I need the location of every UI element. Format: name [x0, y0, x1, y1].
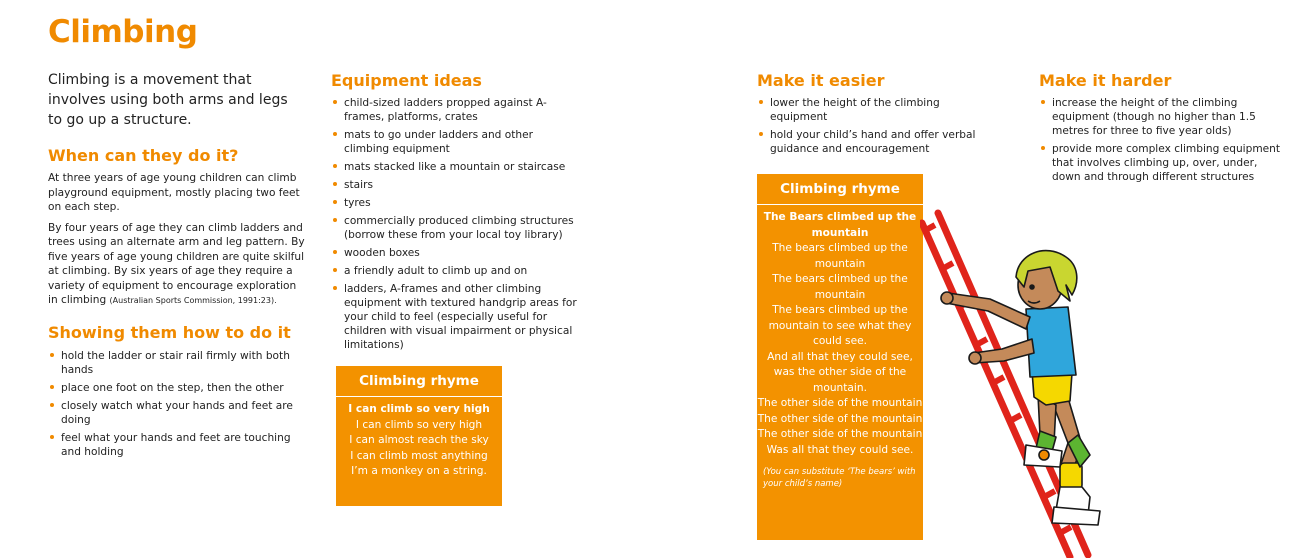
column-1 — [48, 70, 306, 463]
rhyme-2-first-line: The Bears climbed up the mountain — [763, 211, 917, 239]
when-heading: When can they do it? — [48, 146, 239, 165]
equipment-item — [331, 214, 581, 242]
easier-item-text: lower the height of the climbing equipment — [770, 97, 940, 123]
intro-text: Climbing is a movement that involves using both arms and legs to go up a structure. — [48, 72, 288, 128]
showing-heading: Showing them how to do it — [48, 322, 291, 342]
equipment-item-text: wooden boxes — [344, 247, 420, 259]
showing-item-text: closely watch what your hands and feet are doing — [61, 399, 293, 426]
equipment-item-text: stairs — [344, 179, 373, 191]
equipment-item — [331, 160, 581, 174]
easier-list — [757, 96, 997, 156]
column-3 — [757, 71, 997, 160]
column-4 — [1039, 71, 1289, 188]
bullet-icon — [333, 132, 337, 136]
bullet-icon — [759, 100, 763, 104]
equipment-list — [331, 96, 581, 352]
bullet-icon — [333, 250, 337, 254]
equipment-item — [331, 196, 581, 210]
equipment-item-text: ladders, A-frames and other climbing equipment with textured handgrip areas for your child to feel (especially useful for children with visual impairment or physical limitations) — [344, 283, 577, 351]
rhyme-1-line: I’m a monkey on a string. — [351, 465, 487, 477]
harder-item — [1039, 96, 1289, 138]
bullet-icon — [333, 182, 337, 186]
rhyme-1-line: I can climb most anything — [350, 449, 488, 462]
child-climbing-ladder-illustration — [920, 205, 1130, 558]
rhyme-2-line: The bears climbed up the mountain — [772, 242, 908, 270]
bullet-icon — [333, 218, 337, 222]
rhyme-1-body — [336, 397, 502, 480]
column-2 — [331, 71, 581, 356]
rhyme-2-line: The bears climbed up the mountain — [772, 273, 908, 301]
bullet-icon — [1041, 100, 1045, 104]
rhyme-2-line: The other side of the mountain — [757, 412, 923, 425]
bullet-icon — [333, 286, 337, 290]
showing-list — [48, 349, 306, 459]
when-paragraph-1: At three years of age young children can climb playground equipment, mostly placing two feet on each step. — [48, 172, 300, 213]
easier-item-text: hold your child’s hand and offer verbal guidance and encouragement — [770, 129, 976, 155]
harder-item-text: increase the height of the climbing equipment (though no higher than 1.5 metres for three to five year olds) — [1052, 97, 1256, 137]
harder-list — [1039, 96, 1289, 184]
equipment-item — [331, 178, 581, 192]
showing-item — [48, 431, 306, 459]
rhyme-2-line: The bears climbed up the mountain to see what they could see. — [768, 304, 912, 347]
rhyme-1-title: Climbing rhyme — [336, 366, 502, 397]
when-paragraph-2 — [48, 221, 306, 309]
equipment-item-text: tyres — [344, 197, 371, 209]
bullet-icon — [333, 100, 337, 104]
easier-item — [757, 128, 997, 156]
equipment-item — [331, 246, 581, 260]
equipment-item-text: a friendly adult to climb up and on — [344, 265, 528, 277]
equipment-item — [331, 264, 581, 278]
showing-item — [48, 349, 306, 377]
rhyme-2-line: The other side of the mountain — [757, 428, 923, 440]
page-title: Climbing — [48, 14, 198, 50]
equipment-item — [331, 282, 581, 352]
showing-item-text: feel what your hands and feet are touching and holding — [61, 431, 291, 458]
bullet-icon — [333, 164, 337, 168]
bullet-icon — [333, 268, 337, 272]
equipment-item-text: child-sized ladders propped against A-frames, platforms, crates — [344, 97, 547, 123]
rhyme-2-body — [757, 205, 923, 458]
bullet-icon — [333, 200, 337, 204]
bullet-icon — [50, 385, 54, 389]
easier-item — [757, 96, 997, 124]
rhyme-2-line: And all that they could see, was the other side of the mountain. — [767, 350, 913, 394]
showing-item-text: hold the ladder or stair rail firmly with both hands — [61, 349, 290, 376]
easier-heading: Make it easier — [757, 71, 885, 90]
bullet-icon — [1041, 146, 1045, 150]
when-paragraph-2-text: By four years of age they can climb ladders and trees using an alternate arm and leg pattern. By five years of age young children are quite skilful at climbing. By six years of age they require a variety of equipment to encourage exploration in climbing — [48, 221, 305, 306]
showing-item — [48, 381, 306, 395]
rhyme-2-line: Was all that they could see. — [766, 443, 914, 456]
equipment-item-text: mats stacked like a mountain or staircase — [344, 161, 566, 173]
rhyme-1-line: I can almost reach the sky — [349, 434, 489, 446]
climbing-rhyme-box-2 — [757, 174, 923, 540]
citation: (Australian Sports Commission, 1991:23). — [109, 296, 277, 305]
equipment-item — [331, 128, 581, 156]
rhyme-2-title: Climbing rhyme — [757, 174, 923, 205]
rhyme-1-first-line: I can climb so very high — [348, 403, 490, 415]
harder-heading: Make it harder — [1039, 71, 1172, 90]
harder-item-text: provide more complex climbing equipment that involves climbing up, over, under, down and through different structures — [1052, 143, 1281, 183]
bullet-icon — [50, 353, 54, 357]
bullet-icon — [50, 403, 54, 407]
rhyme-1-line: I can climb so very high — [355, 418, 483, 431]
equipment-item — [331, 96, 581, 124]
bullet-icon — [50, 435, 54, 439]
harder-item — [1039, 142, 1289, 184]
climbing-rhyme-box-1 — [336, 366, 502, 506]
showing-item-text: place one foot on the step, then the other — [61, 381, 284, 394]
equipment-item-text: commercially produced climbing structures (borrow these from your local toy library) — [344, 215, 574, 241]
showing-item — [48, 399, 306, 427]
child-figure — [941, 251, 1100, 525]
bullet-icon — [759, 132, 763, 136]
rhyme-2-line: The other side of the mountain — [757, 397, 923, 409]
equipment-item-text: mats to go under ladders and other climbing equipment — [344, 129, 533, 155]
rhyme-2-note: (You can substitute ‘The bears’ with your child’s name) — [763, 467, 916, 489]
equipment-heading: Equipment ideas — [331, 71, 482, 90]
